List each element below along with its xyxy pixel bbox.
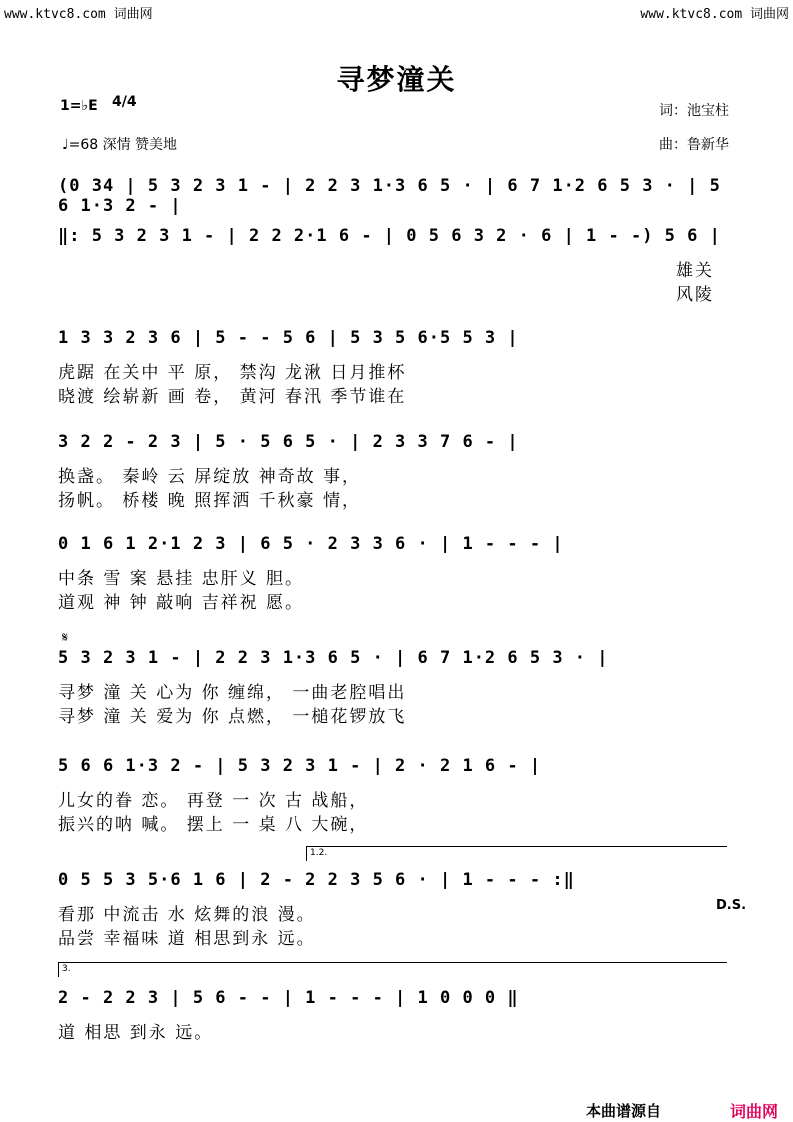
lyric-line-2: 道观 神 钟 敲响 吉祥祝 愿。 (58, 593, 305, 613)
volta-bracket-1-2 (306, 846, 727, 861)
time-signature: 4/4 (112, 94, 137, 110)
dal-segno-marking: D.S. (716, 898, 747, 913)
song-title: 寻梦潼关 (336, 63, 457, 96)
key-signature: 1=♭E (60, 98, 98, 114)
segno-sign: 𝄋 (62, 630, 69, 646)
notes-line: 2 - 2 2 3 | 5 6 - - | 1 - - - | 1 0 0 0 ‖ (58, 988, 519, 1008)
lyric-line-1: 雄关 (676, 261, 714, 281)
notes-line: (0 34 | 5 3 2 3 1 - | 2 2 3 1·3 6 5 · | 6 7 1·2 6 5 3 · | 5 6 1·3 2 - | (58, 176, 721, 216)
volta-bracket-3 (58, 962, 727, 977)
lyric-line-1: 道 相思 到永 远。 (58, 1023, 214, 1043)
composer-credit: 曲：鲁新华 (659, 137, 729, 153)
watermark-left: www.ktvc8.com 词曲网 (4, 7, 153, 22)
notes-line: 1 3 3 2 3 6 | 5 - - 5 6 | 5 3 5 6·5 5 3 | (58, 328, 519, 348)
lyric-line-1: 看那 中流击 水 炫舞的浪 漫。 (58, 905, 316, 925)
lyric-line-1: 虎踞 在关中 平 原， 禁沟 龙湫 日月推杯 (58, 363, 407, 383)
lyricist-credit: 词：池宝柱 (659, 103, 729, 119)
lyric-line-2: 晓渡 绘崭新 画 卷， 黄河 春汛 季节谁在 (58, 387, 407, 407)
notes-line: 5 6 6 1·3 2 - | 5 3 2 3 1 - | 2 · 2 1 6 - | (58, 756, 542, 776)
volta-label-3: 3. (62, 964, 71, 974)
lyric-line-2: 振兴的呐 喊。 摆上 一 桌 八 大碗， (58, 815, 369, 835)
lyric-line-1: 寻梦 潼 关 心为 你 缠绵， 一曲老腔唱出 (58, 683, 407, 703)
lyric-line-2: 扬帆。 桥楼 晚 照挥洒 千秋豪 情， (58, 491, 362, 511)
lyric-line-1: 儿女的眷 恋。 再登 一 次 古 战船， (58, 791, 369, 811)
volta-label-1-2: 1.2. (310, 848, 328, 858)
notes-line: 3 2 2 - 2 3 | 5 · 5 6 5 · | 2 3 3 7 6 - | (58, 432, 519, 452)
notes-line: 0 1 6 1 2·1 2 3 | 6 5 · 2 3 3 6 · | 1 - - - | (58, 534, 564, 554)
notes-line: 5 3 2 3 1 - | 2 2 3 1·3 6 5 · | 6 7 1·2 6 5 3 · | (58, 648, 609, 668)
notes-line: 0 5 5 3 5·6 1 6 | 2 - 2 2 3 5 6 · | 1 - - - :‖ (58, 870, 575, 890)
lyric-line-2: 寻梦 潼 关 爱为 你 点燃， 一槌花锣放飞 (58, 707, 407, 727)
watermark-right: www.ktvc8.com 词曲网 (640, 7, 789, 22)
tempo-marking: ♩=68 深情 赞美地 (62, 137, 178, 153)
lyric-line-2: 风陵 (676, 285, 714, 305)
site-logo[interactable]: 词曲网 (730, 1102, 779, 1121)
lyric-line-2: 品尝 幸福味 道 相思到永 远。 (58, 929, 316, 949)
source-label: 本曲谱源自 (586, 1102, 662, 1120)
lyric-line-1: 换盏。 秦岭 云 屏绽放 神奇故 事， (58, 467, 362, 487)
lyric-line-1: 中条 雪 案 悬挂 忠肝义 胆。 (58, 569, 305, 589)
notes-line: ‖: 5 3 2 3 1 - | 2 2 2·1 6 - | 0 5 6 3 2 · 6 | 1 - -) 5 6 | (58, 226, 721, 246)
